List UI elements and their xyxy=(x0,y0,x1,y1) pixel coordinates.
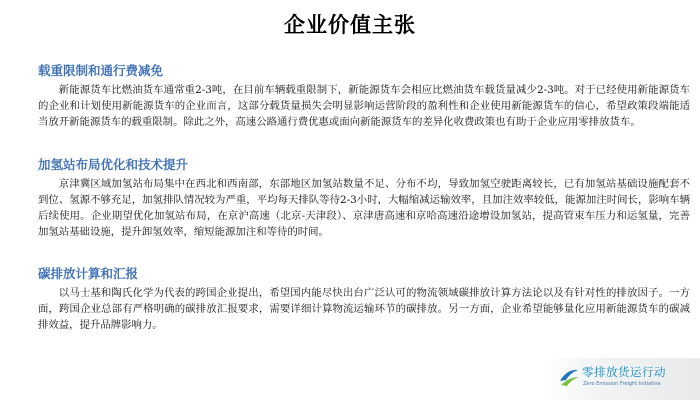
section-body: 京津冀区域加氢站布局集中在西北和西南部，东部地区加氢站数量不足、分布不均，导致加氢空驶距离较长，已有加氢站基础设施配套不到位、氢源不够充足，加氢排队情况较为严重，平均每天排队等待2-3小时，大幅缩减运输效率，且加注效率较低，能源加注时间长，影响车辆后续使用。企业期望优化加氢站布局，在京沪高速（北京-天津段）、京津唐高速和京哈高速沿途增设加氢站，提高管束车压力和运氢量，完善加氢站基础设施，提升卸氢效率，缩短能源加注和等待的时间。 xyxy=(38,178,690,239)
section-load-limit xyxy=(38,62,690,130)
section-carbon-reporting xyxy=(38,265,690,333)
section-hydrogen-stations xyxy=(38,156,690,240)
section-body: 以马士基和陶氏化学为代表的跨国企业提出，希望国内能尽快出台广泛认可的物流领域碳排放计算方法论以及有针对性的排放因子。一方面，跨国企业总部有严格明确的碳排放汇报要求，需要详细计算物流运输环节的碳排放。另一方面，企业希望能够量化应用新能源货车的碳减排效益，提升品牌影响力。 xyxy=(38,287,690,332)
zero-emission-logo-icon xyxy=(558,366,580,388)
section-body: 新能源货车比燃油货车通常重2-3吨，在目前车辆载重限制下，新能源货车会相应比燃油货车载货量减少2-3吨。对于已经使用新能源货车的企业和计划使用新能源货车的企业而言，这部分载货量损失会明显影响运营阶段的盈利性和企业使用新能源货车的信心，希望政策段端能适当放开新能源货车的载重限制。除此之外，高速公路通行费优惠或面向新能源货车的差异化收费政策也有助于企业应用零排放货车。 xyxy=(38,84,690,129)
section-heading: 碳排放计算和汇报 xyxy=(38,266,139,281)
page-title: 企业价值主张 xyxy=(284,13,416,37)
logo-name-cn: 零排放货运行动 xyxy=(582,365,666,379)
logo-name-en: Zero Emission Freight Initiative xyxy=(583,381,661,387)
section-heading: 载重限制和通行费减免 xyxy=(38,63,164,78)
section-heading: 加氢站布局优化和技术提升 xyxy=(38,157,189,172)
